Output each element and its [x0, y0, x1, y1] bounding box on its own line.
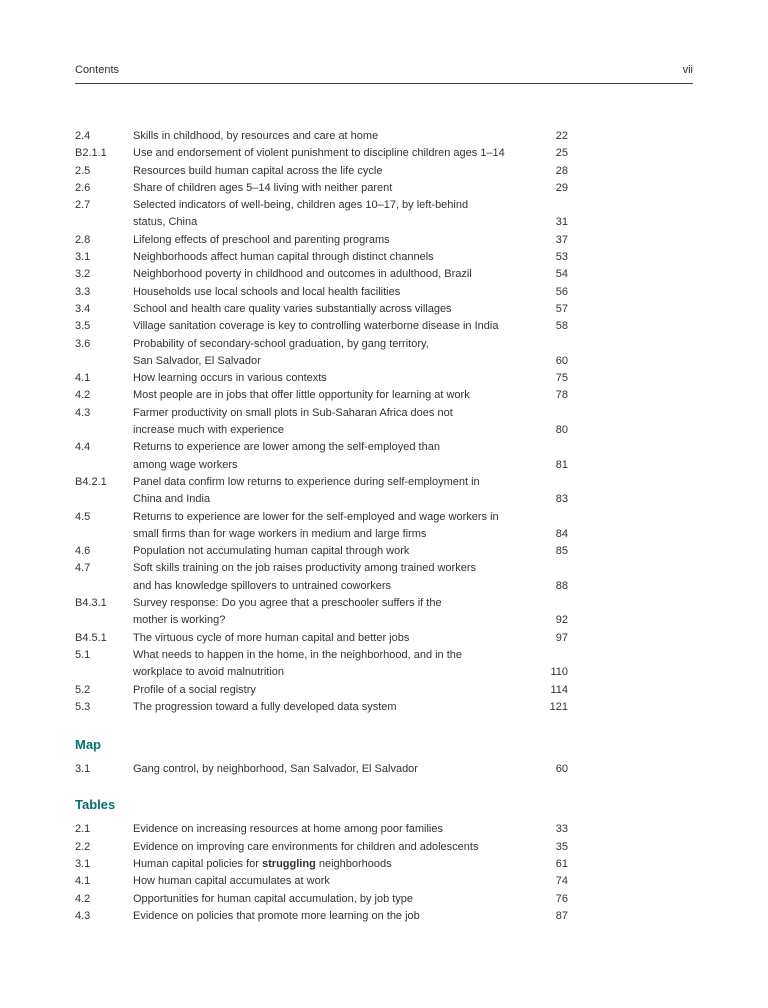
- toc-entry: [75, 908, 568, 925]
- entry-page-number: 31: [555, 216, 568, 229]
- entry-page-number: 25: [555, 147, 568, 160]
- toc-entry: [75, 474, 568, 509]
- entry-title: How learning occurs in various contexts: [133, 372, 327, 385]
- entry-title: Profile of a social registry: [133, 683, 256, 696]
- entry-title: Households use local schools and local health facilities: [133, 285, 401, 298]
- entry-page-number: 121: [549, 700, 568, 713]
- entry-title: Returns to experience are lower for the self-employed and wage workers in small firms than for wage workers in medium and large firms: [133, 510, 499, 540]
- entry-page-number: 60: [555, 763, 568, 776]
- toc-entry: [75, 163, 568, 180]
- entry-number: 5.1: [75, 648, 91, 661]
- toc-entry: [75, 232, 568, 249]
- entry-number: 3.1: [75, 857, 91, 870]
- toc-entry: [75, 560, 568, 595]
- entry-title: Returns to experience are lower among the self-employed than among wage workers: [133, 441, 440, 471]
- entry-number: 2.1: [75, 823, 91, 836]
- entry-title: Panel data confirm low returns to experience during self-employment in China and India: [133, 475, 480, 506]
- toc-entry: [75, 145, 568, 162]
- entry-page-number: 83: [555, 493, 568, 506]
- entry-page-number: 37: [555, 233, 568, 246]
- entry-title: Opportunities for human capital accumulation, by job type: [133, 892, 414, 905]
- toc-entry: [75, 405, 568, 440]
- entry-title: School and health care quality varies substantially across villages: [133, 302, 452, 315]
- toc-entry: [75, 284, 568, 301]
- contents-page: [75, 64, 693, 925]
- toc-entry: [75, 699, 568, 716]
- entry-page-number: 87: [555, 909, 568, 922]
- entry-page-number: 33: [555, 823, 568, 836]
- entry-page-number: 92: [555, 614, 568, 627]
- map-toc-list: [75, 761, 568, 778]
- toc-entry: [75, 318, 568, 335]
- toc-entry: [75, 630, 568, 647]
- entry-number: B4.2.1: [75, 475, 107, 488]
- toc-entry: [75, 543, 568, 560]
- toc-entry: [75, 509, 568, 544]
- toc-entry: [75, 370, 568, 387]
- entry-title: Survey response: Do you agree that a preschooler suffers if the mother is working?: [133, 597, 442, 627]
- entry-number: 3.3: [75, 285, 91, 298]
- entry-page-number: 114: [550, 683, 568, 696]
- figures-toc-list: [75, 128, 568, 716]
- entry-number: 2.4: [75, 130, 91, 142]
- map-section-heading: Map: [75, 737, 101, 753]
- entry-number: 4.4: [75, 441, 91, 454]
- tables-section-heading: Tables: [75, 797, 116, 813]
- entry-title: Resources build human capital across the life cycle: [133, 164, 383, 177]
- entry-title: Selected indicators of well-being, children ages 10–17, by left-behind status, China: [133, 199, 469, 229]
- entry-page-number: 28: [555, 164, 568, 177]
- entry-page-number: 53: [555, 251, 568, 264]
- entry-number: B4.3.1: [75, 597, 107, 610]
- entry-page-number: 54: [555, 268, 568, 281]
- entry-number: 3.2: [75, 268, 91, 281]
- entry-number: 4.3: [75, 406, 91, 419]
- entry-page-number: 22: [555, 130, 568, 142]
- entry-number: 3.1: [75, 763, 91, 776]
- entry-number: 3.5: [75, 320, 91, 333]
- entry-title: Soft skills training on the job raises productivity among trained workers and has knowledge spillovers to untrained coworkers: [133, 562, 476, 592]
- entry-title: Evidence on policies that promote more learning on the job: [133, 909, 420, 922]
- entry-page-number: 97: [555, 631, 568, 644]
- entry-number: 4.6: [75, 545, 91, 558]
- entry-title: How human capital accumulates at work: [133, 875, 330, 888]
- entry-title: Neighborhoods affect human capital through distinct channels: [133, 251, 434, 264]
- entry-title: Village sanitation coverage is key to controlling waterborne disease in India: [133, 320, 499, 333]
- entry-page-number: 81: [555, 458, 568, 471]
- toc-entry: [75, 761, 568, 778]
- entry-title: Most people are in jobs that offer little opportunity for learning at work: [133, 389, 470, 402]
- entry-number: 2.7: [75, 199, 91, 212]
- toc-entry: [75, 873, 568, 890]
- toc-entry: [75, 249, 568, 266]
- entry-number: 4.1: [75, 875, 91, 888]
- entry-number: 2.8: [75, 233, 91, 246]
- entry-page-number: 35: [555, 840, 568, 853]
- toc-entry: [75, 439, 568, 474]
- entry-number: 3.4: [75, 302, 91, 315]
- toc-entry: [75, 180, 568, 197]
- entry-number: 2.2: [75, 840, 91, 853]
- toc-entry: [75, 682, 568, 699]
- entry-number: 3.6: [75, 337, 91, 350]
- entry-title: The virtuous cycle of more human capital and better jobs: [133, 631, 410, 644]
- entry-number: 4.3: [75, 909, 91, 922]
- entry-number: 4.5: [75, 510, 91, 523]
- entry-page-number: 88: [555, 579, 568, 592]
- tables-toc-list: [75, 821, 568, 925]
- running-header: [75, 64, 693, 84]
- toc-entry: [75, 266, 568, 283]
- entry-number: 4.2: [75, 389, 91, 402]
- toc-entry: [75, 891, 568, 908]
- entry-page-number: 78: [555, 389, 568, 402]
- entry-number: 3.1: [75, 251, 91, 264]
- entry-page-number: 110: [550, 666, 568, 679]
- toc-entry: [75, 856, 568, 873]
- entry-title: Share of children ages 5–14 living with neither parent: [133, 181, 393, 194]
- entry-title: Population not accumulating human capital through work: [133, 545, 410, 558]
- entry-page-number: 56: [555, 285, 568, 298]
- entry-title: Lifelong effects of preschool and parenting programs: [133, 233, 390, 246]
- entry-title: Evidence on increasing resources at home among poor families: [133, 823, 443, 836]
- entry-number: 2.5: [75, 164, 91, 177]
- toc-entry: [75, 336, 568, 371]
- entry-number: 4.7: [75, 562, 91, 575]
- page-number-roman: vii: [682, 64, 693, 76]
- toc-entry: [75, 595, 568, 630]
- toc-entry: [75, 387, 568, 404]
- toc-entry: [75, 839, 568, 856]
- entry-page-number: 57: [555, 302, 568, 315]
- entry-number: 4.2: [75, 892, 91, 905]
- entry-title: The progression toward a fully developed data system: [133, 700, 397, 713]
- entry-title: Gang control, by neighborhood, San Salvador, El Salvador: [133, 763, 418, 776]
- entry-number: 5.3: [75, 700, 91, 713]
- entry-page-number: 84: [555, 527, 568, 540]
- entry-number: 4.1: [75, 372, 91, 385]
- entry-title: What needs to happen in the home, in the neighborhood, and in the workplace to avoid malnutrition: [133, 648, 463, 679]
- entry-number: B2.1.1: [75, 147, 107, 160]
- entry-page-number: 85: [555, 545, 568, 558]
- entry-page-number: 29: [555, 181, 568, 194]
- entry-number: 2.6: [75, 181, 91, 194]
- entry-number: 5.2: [75, 683, 91, 696]
- toc-entry: [75, 647, 568, 682]
- entry-page-number: 58: [555, 320, 568, 333]
- entry-page-number: 74: [555, 875, 568, 888]
- running-header-title: Contents: [75, 64, 120, 76]
- entry-page-number: 61: [555, 857, 568, 870]
- entry-page-number: 80: [555, 424, 568, 437]
- entry-title: Skills in childhood, by resources and care at home: [133, 130, 379, 142]
- entry-page-number: 60: [555, 354, 568, 367]
- entry-number: B4.5.1: [75, 631, 107, 644]
- entry-title: Evidence on improving care environments for children and adolescents: [133, 840, 479, 853]
- entry-title: Neighborhood poverty in childhood and outcomes in adulthood, Brazil: [133, 268, 472, 281]
- entry-title: Probability of secondary-school graduation, by gang territory, San Salvador, El Salvador: [133, 337, 429, 367]
- entry-title: Use and endorsement of violent punishment to discipline children ages 1–14: [133, 147, 505, 160]
- entry-title: Human capital policies for struggling neighborhoods: [133, 857, 392, 870]
- entry-page-number: 76: [555, 892, 568, 905]
- entry-page-number: 75: [555, 372, 568, 385]
- toc-entry: [75, 197, 568, 232]
- toc-entry: [75, 821, 568, 838]
- toc-entry: [75, 301, 568, 318]
- entry-title: Farmer productivity on small plots in Sub-Saharan Africa does not increase much with experience: [133, 406, 453, 437]
- toc-entry: [75, 128, 568, 145]
